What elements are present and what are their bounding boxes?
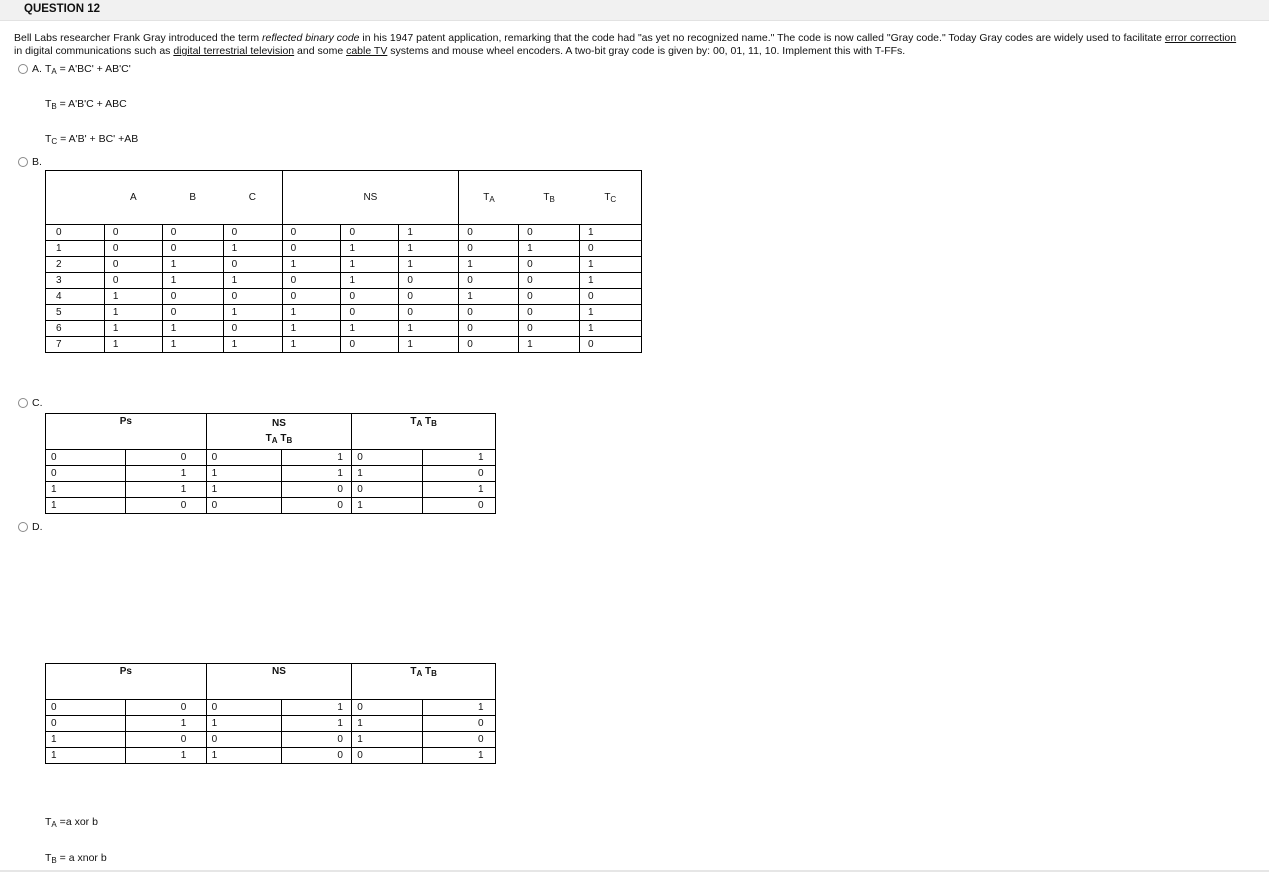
table-cell: 0 <box>352 482 423 498</box>
table-cell: 0 <box>206 450 282 466</box>
table-cell: 0 <box>352 700 423 716</box>
option-a-tb-equation <box>45 98 127 110</box>
header-ta-tb <box>352 414 496 450</box>
t-subscript: A <box>271 436 278 445</box>
table-cell: 1 <box>352 466 423 482</box>
t-symbol: T <box>410 416 417 427</box>
table-cell: 0 <box>223 257 282 273</box>
option-b-label: B. <box>32 156 42 169</box>
stem-text: Bell Labs researcher Frank Gray introduced the term <box>14 32 263 44</box>
table-cell: 0 <box>206 498 282 514</box>
table-row <box>46 225 642 241</box>
table-cell: 0 <box>206 732 282 748</box>
table-cell: 0 <box>580 241 642 257</box>
table-cell: 1 <box>399 241 459 257</box>
table-header-row <box>46 414 496 450</box>
table-cell: 0 <box>104 225 162 241</box>
t-symbol: T <box>280 433 287 444</box>
table-cell: 1 <box>580 273 642 289</box>
table-cell: 1 <box>580 257 642 273</box>
table-cell: 0 <box>104 241 162 257</box>
t-subscript: B <box>286 436 293 445</box>
table-cell: 0 <box>352 450 423 466</box>
table-row <box>46 321 642 337</box>
table-cell: 0 <box>399 289 459 305</box>
header-ns: NS <box>282 171 459 225</box>
table-cell: 0 <box>46 716 126 732</box>
table-cell: 1 <box>162 321 223 337</box>
table-cell: 0 <box>341 305 399 321</box>
option-a-ta-equation <box>45 63 131 75</box>
table-cell: 0 <box>580 337 642 353</box>
header-a: A <box>104 171 162 225</box>
table-cell: 1 <box>223 241 282 257</box>
table-cell: 1 <box>125 482 206 498</box>
table-cell: 5 <box>46 305 105 321</box>
equation-rhs: = a xnor b <box>56 852 107 864</box>
option-d-table <box>45 663 496 764</box>
header-ns: NS <box>206 664 352 700</box>
table-cell: 1 <box>580 321 642 337</box>
table-header-row <box>46 664 496 700</box>
t-subscript: C <box>610 195 617 204</box>
table-cell: 0 <box>519 273 580 289</box>
stem-text: in his 1947 patent application, remarking that the code had "as yet no recognized name." The code is now called "Gray code." Today Gray codes are widely used to facilitate <box>359 32 1165 44</box>
equation-rhs: = A'B' + BC' +AB <box>57 133 139 145</box>
table-cell: 1 <box>519 337 580 353</box>
t-subscript: B <box>549 195 555 204</box>
table-cell: 1 <box>46 748 126 764</box>
link-error-correction[interactable]: error correction <box>1164 32 1237 44</box>
table-cell: 1 <box>104 305 162 321</box>
link-cable-tv[interactable]: cable TV <box>346 45 388 57</box>
table-cell: 1 <box>206 716 282 732</box>
table-cell: 0 <box>282 289 341 305</box>
table-cell: 0 <box>125 732 206 748</box>
table-cell: 0 <box>46 466 126 482</box>
table-cell: 0 <box>580 289 642 305</box>
question-stem <box>14 32 1259 58</box>
header-ns-ta-tb <box>206 414 352 450</box>
table-cell: 6 <box>46 321 105 337</box>
table-cell: 1 <box>352 498 423 514</box>
table-cell: 0 <box>206 700 282 716</box>
header-ta-tb <box>352 664 496 700</box>
option-c-table <box>45 413 496 514</box>
table-cell: 1 <box>46 498 126 514</box>
table-cell: 1 <box>282 450 352 466</box>
table-cell: 0 <box>223 321 282 337</box>
table-cell: 0 <box>223 289 282 305</box>
t-symbol: T <box>45 63 52 75</box>
option-d-label: D. <box>32 521 43 534</box>
table-cell: 1 <box>125 748 206 764</box>
radio-option-d[interactable] <box>18 522 28 532</box>
table-cell: 1 <box>282 337 341 353</box>
t-symbol: T <box>45 133 52 145</box>
table-cell: 0 <box>282 498 352 514</box>
table-cell: 0 <box>341 289 399 305</box>
option-b[interactable] <box>18 156 42 168</box>
table-cell: 1 <box>399 321 459 337</box>
header-c: C <box>223 171 282 225</box>
table-cell: 0 <box>459 337 519 353</box>
table-cell: 0 <box>459 305 519 321</box>
table-cell: 0 <box>125 498 206 514</box>
table-cell: 1 <box>341 257 399 273</box>
t-symbol: T <box>425 666 432 677</box>
table-cell: 1 <box>341 273 399 289</box>
table-cell: 0 <box>46 225 105 241</box>
table-cell: 0 <box>162 241 223 257</box>
table-cell: 0 <box>519 305 580 321</box>
table-cell: 1 <box>459 289 519 305</box>
radio-option-a[interactable] <box>18 64 28 74</box>
table-cell: 0 <box>423 498 496 514</box>
table-cell: 0 <box>104 273 162 289</box>
t-symbol: T <box>265 433 272 444</box>
table-cell: 0 <box>223 225 282 241</box>
stem-text: systems and mouse wheel encoders. A two-bit gray code is given by: 00, 01, 11, 10. Implement this with T-FFs. <box>387 45 906 57</box>
table-row <box>46 482 496 498</box>
table-cell: 1 <box>352 716 423 732</box>
table-row <box>46 748 496 764</box>
option-d-ta-equation <box>45 816 98 828</box>
radio-option-c[interactable] <box>18 398 28 408</box>
header-b: B <box>162 171 223 225</box>
table-cell: 1 <box>206 466 282 482</box>
table-cell: 0 <box>282 482 352 498</box>
table-cell: 1 <box>282 716 352 732</box>
table-cell: 0 <box>459 241 519 257</box>
table-cell: 0 <box>125 450 206 466</box>
table-cell: 3 <box>46 273 105 289</box>
table-cell: 0 <box>162 305 223 321</box>
table-cell: 0 <box>519 257 580 273</box>
t-subscript: B <box>51 856 57 865</box>
t-subscript: A <box>51 820 57 829</box>
table-cell: 0 <box>423 732 496 748</box>
table-row <box>46 700 496 716</box>
table-cell: 0 <box>399 305 459 321</box>
table-cell: 7 <box>46 337 105 353</box>
option-c-label: C. <box>32 397 43 410</box>
header-tb <box>519 171 580 225</box>
table-cell: 1 <box>282 305 341 321</box>
table-cell: 0 <box>519 321 580 337</box>
t-symbol: T <box>425 416 432 427</box>
table-cell: 0 <box>399 273 459 289</box>
table-cell: 1 <box>352 732 423 748</box>
stem-italic: reflected binary code <box>262 32 360 44</box>
t-subscript: A <box>489 195 495 204</box>
table-row <box>46 466 496 482</box>
table-row <box>46 273 642 289</box>
table-cell: 1 <box>423 748 496 764</box>
table-cell: 1 <box>206 482 282 498</box>
table-cell: 0 <box>282 748 352 764</box>
table-cell: 2 <box>46 257 105 273</box>
table-row <box>46 498 496 514</box>
table-cell: 0 <box>352 748 423 764</box>
table-row <box>46 732 496 748</box>
table-cell: 0 <box>46 450 126 466</box>
table-cell: 1 <box>423 482 496 498</box>
table-cell: 1 <box>46 482 126 498</box>
table-cell: 0 <box>519 289 580 305</box>
table-cell: 0 <box>46 700 126 716</box>
table-cell: 1 <box>519 241 580 257</box>
table-cell: 1 <box>399 225 459 241</box>
table-cell: 0 <box>341 337 399 353</box>
t-symbol: T <box>543 192 550 203</box>
equation-rhs: =a xor b <box>56 816 98 828</box>
table-header-row <box>46 171 642 225</box>
table-row <box>46 241 642 257</box>
table-cell: 1 <box>162 273 223 289</box>
table-row <box>46 305 642 321</box>
question-header <box>0 0 1269 21</box>
table-cell: 1 <box>162 337 223 353</box>
table-cell: 1 <box>282 257 341 273</box>
table-cell: 0 <box>519 225 580 241</box>
equation-rhs: = A'B'C + ABC <box>56 98 127 110</box>
table-cell: 1 <box>580 225 642 241</box>
table-cell: 0 <box>282 241 341 257</box>
t-symbol: T <box>604 192 611 203</box>
table-cell: 1 <box>399 257 459 273</box>
table-row <box>46 257 642 273</box>
table-cell: 0 <box>459 273 519 289</box>
table-cell: 1 <box>282 700 352 716</box>
table-row <box>46 450 496 466</box>
table-cell: 1 <box>282 466 352 482</box>
table-cell: 0 <box>162 225 223 241</box>
link-digital-terrestrial-television[interactable]: digital terrestrial television <box>173 45 295 57</box>
table-cell: 0 <box>459 321 519 337</box>
table-cell: 1 <box>399 337 459 353</box>
table-cell: 1 <box>341 241 399 257</box>
table-cell: 0 <box>423 716 496 732</box>
option-a[interactable] <box>18 63 42 75</box>
option-b-table <box>45 170 642 353</box>
table-cell: 1 <box>341 321 399 337</box>
table-cell: 1 <box>223 337 282 353</box>
stem-text: and some <box>294 45 347 57</box>
header-ps: Ps <box>46 414 207 450</box>
header-tc <box>580 171 642 225</box>
table-cell: 0 <box>423 466 496 482</box>
t-subscript: A <box>416 419 423 428</box>
t-subscript: B <box>51 102 57 111</box>
table-cell: 1 <box>104 289 162 305</box>
table-cell: 1 <box>223 273 282 289</box>
table-cell: 0 <box>459 225 519 241</box>
t-symbol: T <box>45 816 52 828</box>
radio-option-b[interactable] <box>18 157 28 167</box>
table-cell: 0 <box>282 273 341 289</box>
header-ns: NS <box>271 418 286 429</box>
option-d[interactable] <box>18 521 43 533</box>
table-cell: 1 <box>423 700 496 716</box>
table-cell: 1 <box>580 305 642 321</box>
t-symbol: T <box>45 98 52 110</box>
t-subscript: A <box>416 669 423 678</box>
t-subscript: B <box>431 419 437 428</box>
equation-rhs: = A'BC' + AB'C' <box>56 63 131 75</box>
t-symbol: T <box>483 192 490 203</box>
table-cell: 0 <box>282 225 341 241</box>
table-cell: 1 <box>206 748 282 764</box>
table-cell: 1 <box>162 257 223 273</box>
table-cell: 1 <box>125 716 206 732</box>
question-title: QUESTION 12 <box>24 3 101 15</box>
table-cell: 0 <box>125 700 206 716</box>
option-c[interactable] <box>18 397 43 409</box>
option-a-label: A. <box>32 63 42 76</box>
option-d-tb-equation <box>45 852 107 864</box>
table-cell: 0 <box>104 257 162 273</box>
table-cell: 1 <box>46 241 105 257</box>
t-symbol: T <box>410 666 417 677</box>
t-subscript: C <box>51 137 58 146</box>
table-cell: 0 <box>162 289 223 305</box>
table-cell: 1 <box>423 450 496 466</box>
table-cell: 0 <box>341 225 399 241</box>
table-cell: 1 <box>104 337 162 353</box>
table-row <box>46 337 642 353</box>
stem-text: in digital communications such as <box>14 45 174 57</box>
table-cell: 0 <box>282 732 352 748</box>
table-row <box>46 716 496 732</box>
option-a-tc-equation <box>45 133 138 145</box>
t-subscript: B <box>431 669 437 678</box>
table-cell: 1 <box>125 466 206 482</box>
header-ps: Ps <box>46 664 207 700</box>
t-subscript: A <box>51 67 57 76</box>
table-cell: 1 <box>104 321 162 337</box>
table-cell: 1 <box>223 305 282 321</box>
header-ta <box>459 171 519 225</box>
table-cell: 1 <box>459 257 519 273</box>
t-symbol: T <box>45 852 52 864</box>
table-cell: 1 <box>282 321 341 337</box>
table-cell: 1 <box>46 732 126 748</box>
table-cell: 4 <box>46 289 105 305</box>
table-row <box>46 289 642 305</box>
